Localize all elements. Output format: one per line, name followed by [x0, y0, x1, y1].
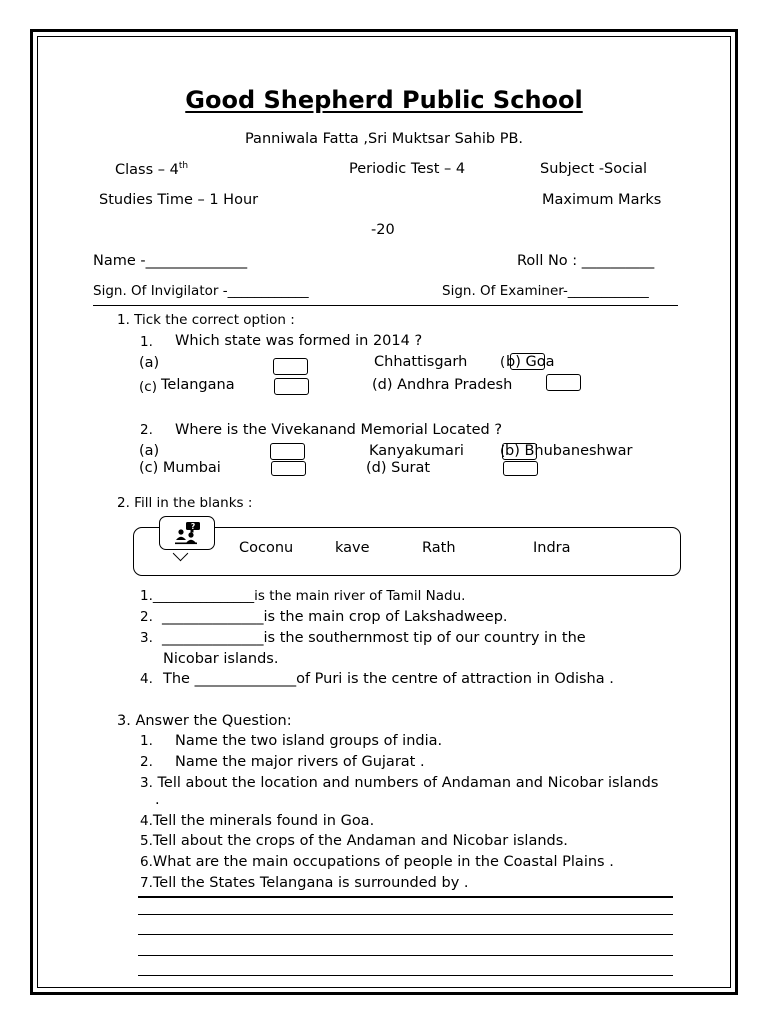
word-bank-item-3: Rath — [422, 540, 456, 556]
examiner-sign-field[interactable]: Sign. Of Examiner-____________ — [442, 283, 649, 299]
answer-line[interactable] — [138, 896, 673, 898]
answer-q5: 5.Tell about the crops of the Andaman and Nicobar islands. — [140, 833, 568, 849]
q2-option-a-checkbox[interactable] — [270, 443, 305, 460]
svg-text:?: ? — [190, 522, 196, 531]
q2-option-d-text: (d) Surat — [366, 460, 431, 476]
fill-item-3-cont: Nicobar islands. — [163, 651, 279, 667]
q2-option-c-checkbox[interactable] — [271, 461, 306, 476]
subject-label: Subject -Social — [540, 161, 648, 177]
word-bank-callout — [159, 516, 215, 550]
test-label: Periodic Test – 4 — [349, 161, 466, 177]
answer-line[interactable] — [138, 955, 673, 956]
q2-option-b-prefix: ( — [500, 443, 506, 459]
name-field[interactable]: Name -______________ — [93, 253, 248, 269]
section1-heading: 1. Tick the correct option : — [117, 312, 295, 328]
answer-q7: 7.Tell the States Telangana is surrounded by . — [140, 875, 469, 891]
q2-option-d-checkbox[interactable] — [503, 461, 538, 476]
fill-item-4: The ______________of Puri is the centre of attraction in Odisha . — [163, 671, 614, 687]
subject-time-label: Studies Time – 1 Hour — [99, 192, 259, 208]
answer-q3: 3. Tell about the location and numbers of Andaman and Nicobar islands — [140, 775, 659, 791]
answer-q1: Name the two island groups of india. — [175, 733, 443, 749]
fill-item-2: ______________is the main crop of Lakshadweep. — [162, 609, 508, 625]
q1-option-c-prefix: (c) — [139, 379, 157, 395]
q2-option-b-text: b) Bhubaneshwar — [505, 443, 633, 459]
answer-line[interactable] — [138, 975, 673, 976]
q1-option-a-checkbox[interactable] — [273, 358, 308, 375]
section2-heading: 2. Fill in the blanks : — [117, 495, 253, 511]
fill-item-4-number: 4. — [140, 671, 153, 687]
header-divider — [93, 305, 678, 306]
word-bank-item-4: Indra — [533, 540, 571, 556]
word-bank-item-2: kave — [335, 540, 370, 556]
school-address: Panniwala Fatta ,Sri Muktsar Sahib PB. — [244, 131, 524, 147]
fill-item-3: ______________is the southernmost tip of our country in the — [162, 630, 586, 646]
answer-line[interactable] — [138, 934, 673, 935]
answer-q1-number: 1. — [140, 733, 153, 749]
answer-q2-number: 2. — [140, 754, 153, 770]
max-marks-label: Maximum Marks — [542, 192, 662, 208]
q2-number: 2. — [140, 422, 153, 438]
class-label: Class – 4th — [115, 161, 189, 178]
school-name: Good Shepherd Public School — [185, 86, 583, 114]
q2-text: Where is the Vivekanand Memorial Located ? — [175, 422, 503, 438]
roll-no-field[interactable]: Roll No : __________ — [517, 253, 655, 269]
word-bank-box — [133, 527, 681, 576]
q2-option-a-label: (a) — [139, 443, 160, 459]
q1-option-b-prefix: ( — [500, 354, 506, 370]
q1-option-b-text: b) Goa — [506, 354, 555, 370]
answer-q4: 4.Tell the minerals found in Goa. — [140, 813, 375, 829]
word-bank-item-1: Coconu — [239, 540, 294, 556]
q1-option-c-text: Telangana — [161, 377, 235, 393]
max-marks-value: -20 — [371, 222, 395, 238]
q2-option-c-text: (c) Mumbai — [139, 460, 221, 476]
q1-text: Which state was formed in 2014 ? — [175, 333, 423, 349]
fill-item-2-number: 2. — [140, 609, 153, 625]
q1-option-d-text: (d) Andhra Pradesh — [372, 377, 513, 393]
answer-line[interactable] — [138, 914, 673, 915]
section3-heading: 3. Answer the Question: — [117, 713, 292, 729]
q1-number: 1. — [140, 334, 153, 350]
people-question-icon — [160, 517, 214, 549]
q1-option-c-checkbox[interactable] — [274, 378, 309, 395]
fill-item-1: 1._______________is the main river of Tamil Nadu. — [140, 588, 466, 604]
q2-option-a-text: Kanyakumari — [369, 443, 464, 459]
fill-item-3-number: 3. — [140, 630, 153, 646]
q1-option-a-label: (a) — [139, 355, 160, 371]
answer-q6: 6.What are the main occupations of people in the Coastal Plains . — [140, 854, 614, 870]
q1-option-a-text: Chhattisgarh — [374, 354, 468, 370]
answer-q3-cont: . — [155, 792, 160, 808]
q1-option-d-checkbox[interactable] — [546, 374, 581, 391]
answer-q2: Name the major rivers of Gujarat . — [175, 754, 425, 770]
invigilator-sign-field[interactable]: Sign. Of Invigilator -____________ — [93, 283, 309, 299]
